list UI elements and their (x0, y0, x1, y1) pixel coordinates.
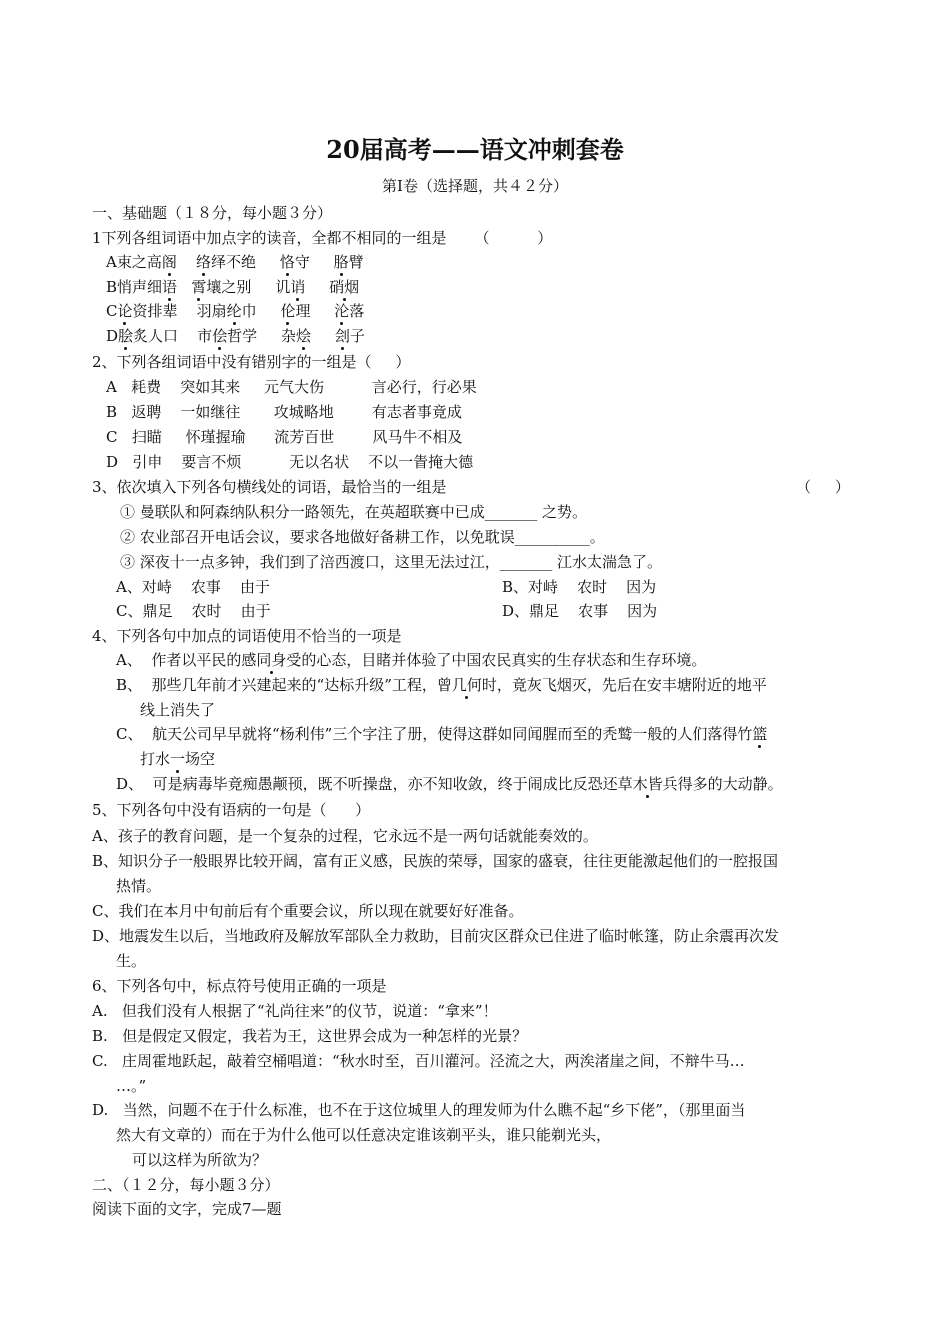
question-6-option-a: A. 但我们没有人根据了“礼尚往来”的仪节，说道：“拿来”！ (92, 1002, 498, 1020)
question-4-option-b: B、 那些几年前才兴建起来的“达标升级”工程，曾几何时，竟灰飞烟灭，先后在安丰塘附近的地平 (116, 676, 767, 694)
question-3-option-d: D、鼎足 农事 因为 (502, 602, 658, 620)
question-5-option-d: D、地震发生以后，当地政府及解放军部队全力救助，目前灾区群众已住进了临时帐篷，防止余震再次发 (92, 927, 780, 945)
question-3-option-c: C、鼎足 农时 由于 (116, 602, 271, 620)
question-3-sentence-2: ② 农业部召开电话会议，要求各地做好备耕工作，以免耽误__________。 (120, 528, 605, 546)
question-6-option-b: B. 但是假定又假定，我若为王，这世界会成为一种怎样的光景？ (92, 1027, 528, 1045)
question-1-option-c: C论资排辈 羽扇纶巾 伦理 沦落 (106, 302, 365, 320)
question-4-option-a: A、 作者以平民的感同身受的心态，目睹并体验了中国农民真实的生存状态和生存环境。 (116, 651, 707, 669)
question-2-option-a: A 耗费 突如其来 元气大伤 言必行，行必果 (106, 378, 477, 396)
question-1-option-d: D脍炙人口 市侩哲学 杂烩 刽子 (106, 327, 365, 345)
exam-title: 20届高考——语文冲刺套卷 (326, 135, 624, 164)
question-4-option-c-cont: 打水一场空 (140, 750, 216, 768)
exam-section-heading: 第Ⅰ卷（选择题，共４２分） (382, 177, 568, 195)
question-3-stem: 3、依次填入下列各句横线处的词语，最恰当的一组是 (92, 478, 447, 496)
question-6-option-c-cont: …。” (116, 1077, 147, 1095)
part-one-heading: 一、基础题（１８分，每小题３分） (92, 204, 333, 222)
question-5-stem: 5、下列各句中没有语病的一句是（ ） (92, 801, 371, 819)
question-2-option-b: B 返聘 一如继往 攻城略地 有志者事竟成 (106, 403, 462, 421)
question-2-option-c: C 扫瞄 怀瑾握瑜 流芳百世 风马牛不相及 (106, 428, 463, 446)
question-6-option-d-cont: 然大有文章的）而在于为什么他可以任意决定谁该剃平头，谁只能剃光头， (116, 1126, 612, 1144)
question-5-option-c: C、我们在本月中旬前后有个重要会议，所以现在就要好好准备。 (92, 902, 524, 920)
question-5-option-a: A、孩子的教育问题，是一个复杂的过程，它永远不是一两句话就能奏效的。 (92, 827, 598, 845)
question-1-option-a: A束之高阁 络绎不绝 恪守 胳臂 (106, 253, 364, 271)
question-2-option-d: D 引申 要言不烦 无以名状 不以一眚掩大德 (106, 453, 474, 471)
question-4-stem: 4、下列各句中加点的词语使用不恰当的一项是 (92, 627, 402, 645)
question-6-option-c: C. 庄周霍地跃起，敲着空桶唱道：“秋水时至，百川灌河。泾流之大，两涘渚崖之间，不辩牛马… (92, 1052, 745, 1070)
question-2-stem: 2、下列各组词语中没有错别字的一组是（ ） (92, 353, 411, 371)
question-1-stem: 1下列各组词语中加点字的读音，全都不相同的一组是 （ ） (92, 229, 553, 247)
question-3-sentence-1: ① 曼联队和阿森纳队积分一路领先，在英超联赛中已成_______ 之势。 (120, 503, 588, 521)
question-4-option-c: C、 航天公司早早就将“杨利伟”三个字注了册，使得这群如同闻腥而至的秃鹫一般的人们落得竹篮 (116, 725, 768, 743)
question-3-answer-paren: （ ） (796, 478, 850, 496)
question-6-stem: 6、下列各句中，标点符号使用正确的一项是 (92, 977, 387, 995)
question-4-option-d: D、 可是病毒毕竟痴愚颟顸，既不听操盘，亦不知收敛，终于闹成比反恐还草木皆兵得多的大动静。 (116, 775, 783, 793)
question-6-option-d-cont2: 可以这样为所欲为？ (132, 1151, 268, 1169)
part-two-heading: 二、（１２分，每小题３分） (92, 1176, 280, 1194)
question-6-option-d: D. 当然，问题不在于什么标准，也不在于这位城里人的理发师为什么瞧不起“乡下佬”，（那里面当 (92, 1101, 746, 1119)
part-two-instruction: 阅读下面的文字，完成7—题 (92, 1200, 282, 1218)
question-1-option-b: B悄声细语 霄壤之别 讥诮 硝烟 (106, 278, 360, 296)
question-3-option-b: B、对峙 农时 因为 (502, 578, 657, 596)
question-3-sentence-3: ③ 深夜十一点多钟，我们到了涪西渡口，这里无法过江，_______ 江水太湍急了。 (120, 553, 663, 571)
question-5-option-b-cont: 热情。 (116, 877, 162, 895)
question-5-option-b: B、知识分子一般眼界比较开阔，富有正义感，民族的荣辱，国家的盛衰，往往更能激起他们的一腔报国 (92, 852, 779, 870)
question-4-option-b-cont: 线上消失了 (140, 701, 216, 719)
question-3-option-a: A、对峙 农事 由于 (116, 578, 270, 596)
question-5-option-d-cont: 生。 (116, 952, 147, 970)
